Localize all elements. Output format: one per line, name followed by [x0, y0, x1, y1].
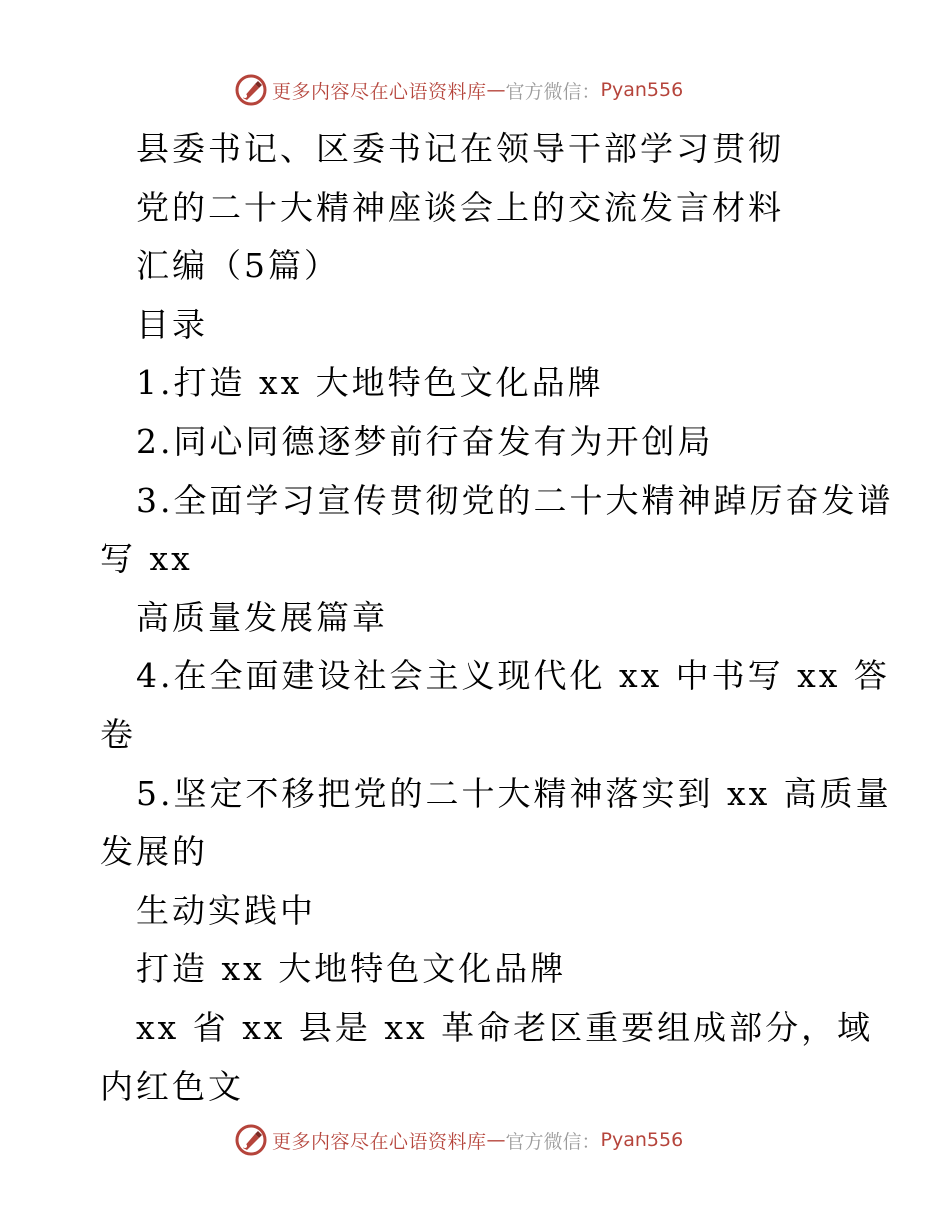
- toc-item-continuation: 生动实践中: [136, 890, 316, 930]
- watermark-wechat-label: 官方微信：: [505, 80, 601, 103]
- toc-item-continuation: 发展的: [100, 832, 208, 872]
- toc-item-continuation: 高质量发展篇章: [136, 597, 388, 637]
- toc-item: 4.在全面建设社会主义现代化 xx 中书写 xx 答: [136, 656, 890, 696]
- watermark-wechat-label: 官方微信：: [505, 1130, 601, 1153]
- watermark-text: 更多内容尽在心语资料库: [272, 80, 487, 103]
- title-line-2: 党的二十大精神座谈会上的交流发言材料: [136, 187, 784, 227]
- watermark-dash: —: [486, 79, 506, 101]
- footer-watermark: [234, 1122, 683, 1158]
- pen-logo-icon: [234, 1123, 268, 1157]
- toc-item-continuation: 卷: [100, 714, 136, 754]
- title-line-3: 汇编（5篇）: [136, 246, 340, 286]
- watermark-dash: —: [486, 1129, 506, 1151]
- title-line-1: 县委书记、区委书记在领导干部学习贯彻: [136, 129, 784, 168]
- header-watermark: [234, 72, 683, 108]
- pen-logo-icon: [234, 73, 268, 107]
- watermark-wechat-id: Pyan556: [600, 79, 684, 101]
- toc-item: 1.打造 xx 大地特色文化品牌: [136, 363, 604, 403]
- toc-heading: 目录: [136, 304, 208, 344]
- toc-item: 2.同心同德逐梦前行奋发有为开创局: [136, 421, 714, 461]
- body-paragraph-continuation: 内红色文: [100, 1066, 244, 1106]
- section-heading: 打造 xx 大地特色文化品牌: [136, 949, 567, 989]
- toc-item: 3.全面学习宣传贯彻党的二十大精神踔厉奋发谱: [136, 480, 894, 520]
- toc-item-continuation: 写 xx: [100, 539, 193, 579]
- watermark-wechat-id: Pyan556: [600, 1129, 684, 1151]
- document-body: [100, 120, 894, 1116]
- body-paragraph: xx 省 xx 县是 xx 革命老区重要组成部分，域: [136, 1007, 874, 1047]
- watermark-text: 更多内容尽在心语资料库: [272, 1130, 487, 1153]
- toc-item: 5.坚定不移把党的二十大精神落实到 xx 高质量: [136, 773, 892, 813]
